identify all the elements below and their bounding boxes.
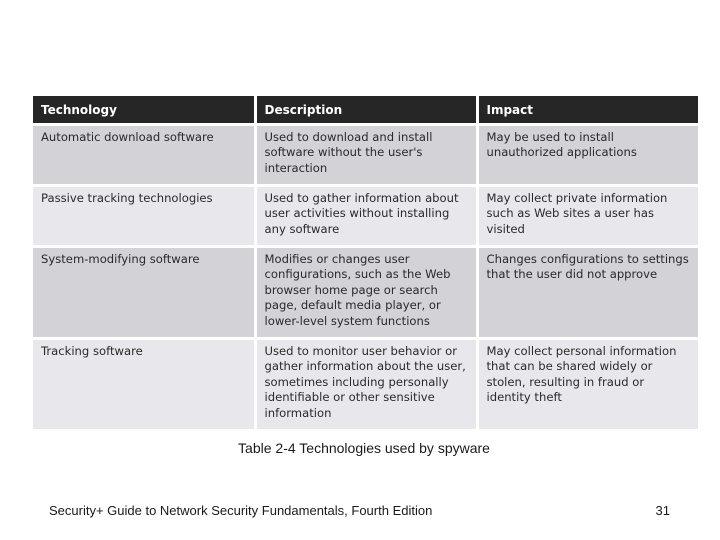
spyware-technologies-table <box>33 96 698 429</box>
table-row <box>33 247 698 339</box>
table-header-row <box>33 96 698 125</box>
footer-source-title: Security+ Guide to Network Security Fundamentals, Fourth Edition <box>49 503 433 518</box>
description-cell: Modifies or changes user configurations, such as the Web browser home page or search page, default media player, or lower-level system functions <box>255 247 477 339</box>
impact-cell: May be used to install unauthorized applications <box>477 125 698 186</box>
technology-cell: System-modifying software <box>33 247 255 339</box>
table-row <box>33 125 698 186</box>
description-cell: Used to monitor user behavior or gather information about the user, sometimes including personally identifiable or other sensitive information <box>255 339 477 430</box>
description-cell: Used to gather information about user activities without installing any software <box>255 186 477 247</box>
table-caption: Table 2-4 Technologies used by spyware <box>238 440 490 456</box>
column-header-technology: Technology <box>33 96 255 125</box>
column-header-description: Description <box>255 96 477 125</box>
technology-cell: Tracking software <box>33 339 255 430</box>
column-header-impact: Impact <box>477 96 698 125</box>
table-row <box>33 339 698 430</box>
spyware-table-figure <box>33 96 698 420</box>
table-row <box>33 186 698 247</box>
technology-cell: Automatic download software <box>33 125 255 186</box>
description-cell: Used to download and install software without the user's interaction <box>255 125 477 186</box>
impact-cell: May collect private information such as Web sites a user has visited <box>477 186 698 247</box>
impact-cell: Changes configurations to settings that the user did not approve <box>477 247 698 339</box>
impact-cell: May collect personal information that can be shared widely or stolen, resulting in fraud or identity theft <box>477 339 698 430</box>
technology-cell: Passive tracking technologies <box>33 186 255 247</box>
page-number: 31 <box>655 503 670 518</box>
